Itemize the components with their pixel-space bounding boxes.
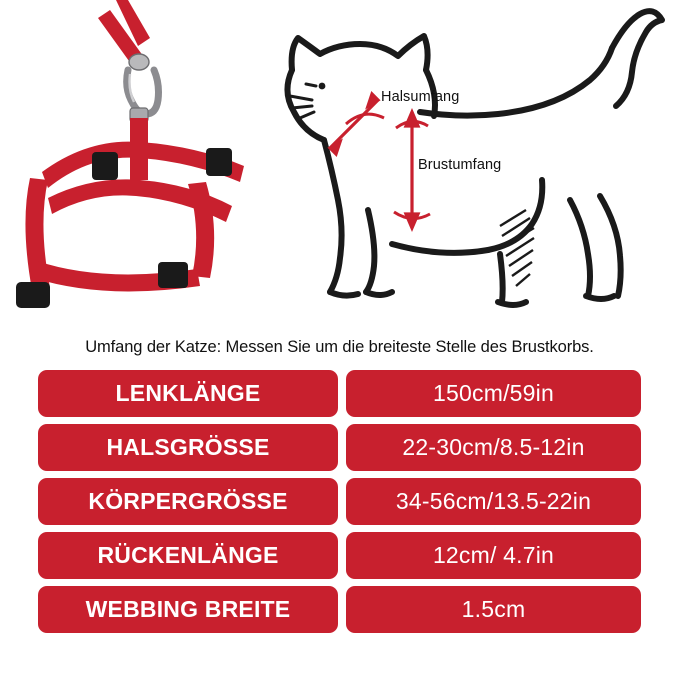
neck-measure-arrow: [330, 94, 384, 154]
illustration-svg: [0, 0, 679, 330]
spec-value: 1.5cm: [346, 586, 641, 633]
spec-label: WEBBING BREITE: [38, 586, 338, 633]
spec-value: 12cm/ 4.7in: [346, 532, 641, 579]
table-row: [0, 478, 679, 525]
table-row: [0, 532, 679, 579]
spec-label: RÜCKENLÄNGE: [38, 532, 338, 579]
spec-table: [0, 370, 679, 640]
illustration-area: [0, 0, 679, 330]
callout-label-neck: Halsumfang: [381, 89, 460, 105]
measurement-caption: Umfang der Katze: Messen Sie um die breiteste Stelle des Brustkorbs.: [85, 338, 594, 356]
spec-label: LENKLÄNGE: [38, 370, 338, 417]
spec-value: 150cm/59in: [346, 370, 641, 417]
harness-graphic: [16, 0, 244, 308]
table-row: [0, 424, 679, 471]
spec-label: HALSGRÖSSE: [38, 424, 338, 471]
table-row: [0, 370, 679, 417]
spec-label: KÖRPERGRÖSSE: [38, 478, 338, 525]
spec-value: 22-30cm/8.5-12in: [346, 424, 641, 471]
table-row: [0, 586, 679, 633]
spec-value: 34-56cm/13.5-22in: [346, 478, 641, 525]
callout-label-chest: Brustumfang: [418, 157, 502, 173]
